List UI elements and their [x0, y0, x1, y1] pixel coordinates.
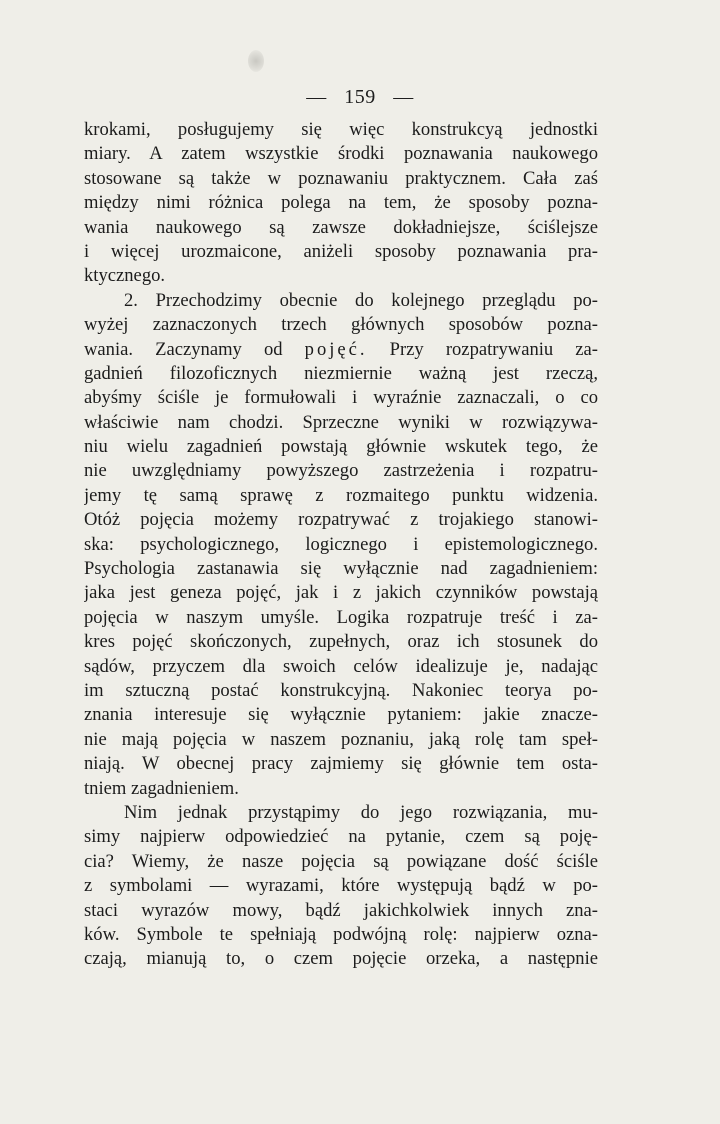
text-line: jaka jest geneza pojęć, jak i z jakich czynników powstają — [84, 582, 598, 604]
text-line: pojęcia w naszym umyśle. Logika rozpatruje treść i za- — [84, 606, 598, 628]
text-line: ska: psychologicznego, logicznego i epistemologicznego. — [84, 533, 598, 555]
text-segment: Przy rozpatrywaniu za- — [367, 338, 598, 360]
text-line: Otóż pojęcia możemy rozpatrywać z trojakiego stanowi- — [84, 509, 598, 531]
text-line: ków. Symbole te spełniają podwójną rolę: najpierw ozna- — [84, 923, 598, 945]
text-line: niają. W obecnej pracy zajmiemy się głównie tem osta- — [84, 753, 598, 775]
text-line: znania interesuje się wyłącznie pytaniem: jakie znacze- — [84, 704, 598, 726]
text-line: czają, mianują to, o czem pojęcie orzeka, a następnie — [84, 948, 598, 970]
text-line: stosowane są także w poznawaniu praktycznem. Cała zaś — [84, 167, 598, 189]
text-line: im sztuczną postać konstrukcyjną. Nakoniec teorya po- — [84, 679, 598, 701]
text-line: Nim jednak przystąpimy do jego rozwiązania, mu- — [124, 801, 598, 823]
text-line: kres pojęć skończonych, zupełnych, oraz ich stosunek do — [84, 631, 598, 653]
text-segment: wania. Zaczynamy od — [84, 338, 305, 360]
text-line: 2. Przechodzimy obecnie do kolejnego przeglądu po- — [124, 289, 598, 311]
text-line: staci wyrazów mowy, bądź jakichkolwiek innych zna- — [84, 899, 598, 921]
text-line: właściwie nam chodzi. Sprzeczne wyniki w rozwiązywa- — [84, 411, 598, 433]
text-line: Psychologia zastanawia się wyłącznie nad zagadnieniem: — [84, 558, 598, 580]
text-line: simy najpierw odpowiedzieć na pytanie, czem są poję- — [84, 826, 598, 848]
text-line: i więcej urozmaicone, aniżeli sposoby poznawania pra- — [84, 240, 598, 262]
text-line: wania naukowego są zawsze dokładniejsze, ściślejsze — [84, 216, 598, 238]
text-line: z symbolami — wyrazami, które występują bądź w po- — [84, 875, 598, 897]
text-line: nie mają pojęcia w naszem poznaniu, jaką rolę tam speł- — [84, 728, 598, 750]
text-line: abyśmy ściśle je formułowali i wyraźnie zaznaczali, o co — [84, 387, 598, 409]
text-line: gadnień filozoficznych niezmiernie ważną jest rzeczą, — [84, 362, 598, 384]
text-line: jemy tę samą sprawę z rozmaitego punktu widzenia. — [84, 484, 598, 506]
text-line: krokami, posługujemy się więc konstrukcyą jednostki — [84, 119, 598, 140]
text-line: sądów, przyczem dla swoich celów idealizuje je, nadając — [84, 655, 598, 677]
emphasized-term: pojęć. — [304, 338, 368, 360]
text-line: niu wielu zagadnień powstają głównie wskutek tego, że — [84, 436, 598, 458]
text-line: wyżej zaznaczonych trzech głównych sposobów pozna- — [84, 314, 598, 336]
text-line: między nimi różnica polega na tem, że sposoby pozna- — [84, 192, 598, 214]
page-number: — 159 — — [306, 86, 414, 108]
body-text — [84, 118, 598, 972]
text-line: miary. A zatem wszystkie środki poznawania naukowego — [84, 143, 598, 165]
text-line: ktycznego. — [84, 265, 166, 287]
text-line — [84, 338, 598, 362]
text-line: cia? Wiemy, że nasze pojęcia są powiązane dość ściśle — [84, 850, 598, 872]
page-stain — [248, 50, 264, 72]
text-line: nie uwzględniamy powyższego zastrzeżenia i rozpatru- — [84, 460, 598, 482]
text-line: tniem zagadnieniem. — [84, 777, 239, 799]
